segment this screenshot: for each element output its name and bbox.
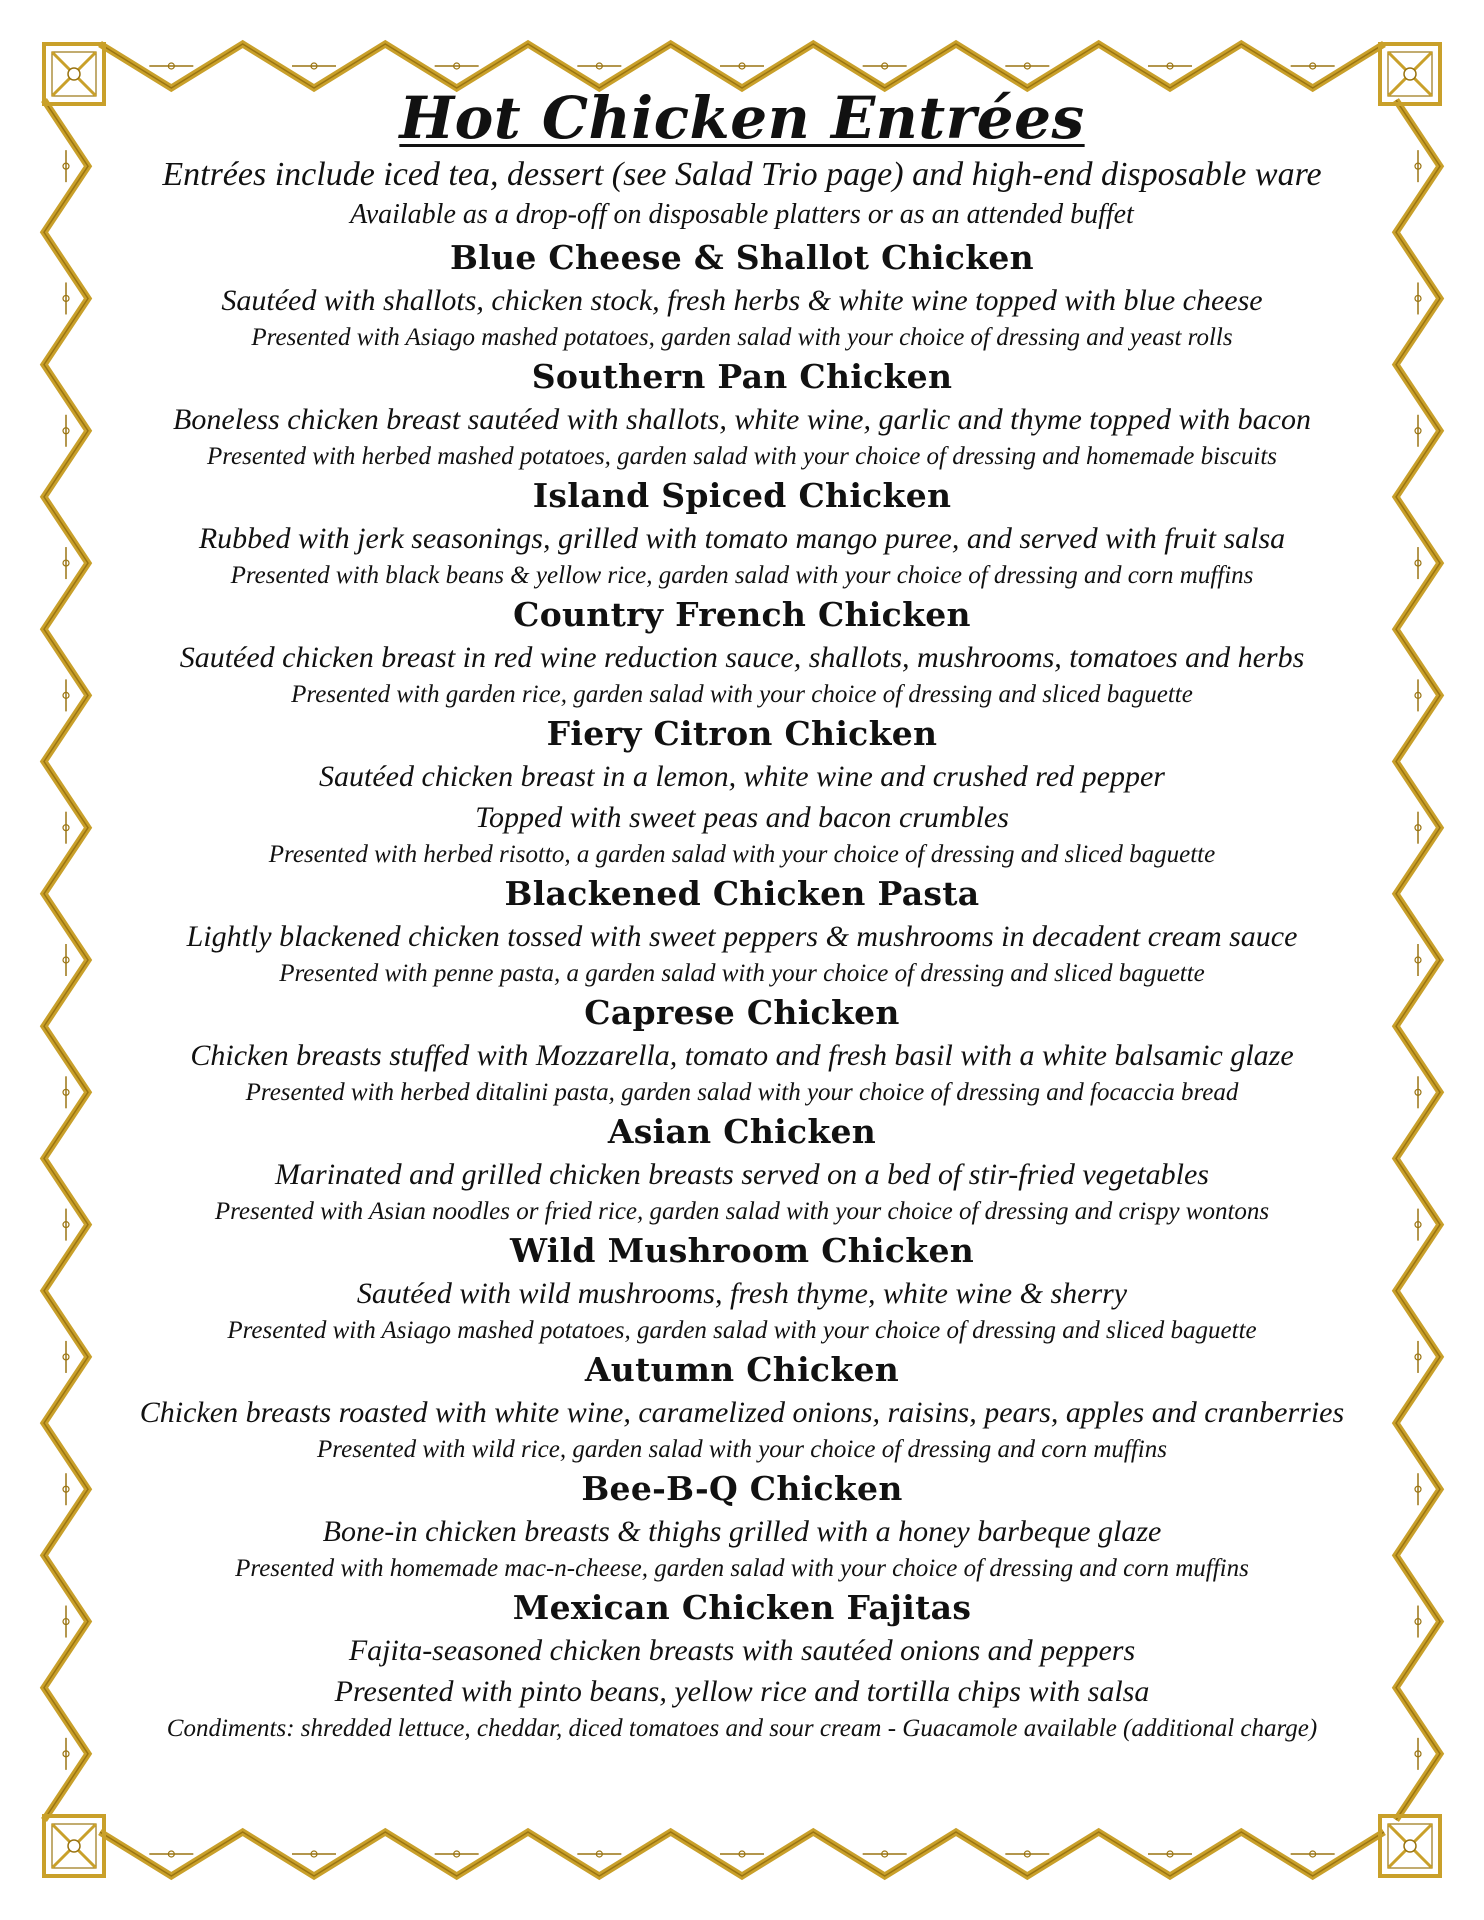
dish-sides: Presented with homemade mac-n-cheese, garden salad with your choice of dressing and corn muffins <box>235 1555 1249 1582</box>
dish-sides: Presented with wild rice, garden salad with your choice of dressing and corn muffins <box>317 1436 1167 1463</box>
dish-name: Caprese Chicken <box>584 993 900 1032</box>
dish-description: Chicken breasts stuffed with Mozzarella, tomato and fresh basil with a white balsamic glaze <box>190 1039 1294 1072</box>
dish-name: Autumn Chicken <box>584 1350 900 1389</box>
dish-description: Lightly blackened chicken tossed with sweet peppers & mushrooms in decadent cream sauce <box>186 920 1298 953</box>
dish-name: Bee-B-Q Chicken <box>581 1469 903 1508</box>
dish-description: Chicken breasts roasted with white wine, caramelized onions, raisins, pears, apples and cranberries <box>139 1396 1345 1429</box>
dish-sides: Condiments: shredded lettuce, cheddar, diced tomatoes and sour cream - Guacamole available (additional charge) <box>166 1715 1318 1742</box>
dish-sides: Presented with herbed mashed potatoes, garden salad with your choice of dressing and homemade biscuits <box>206 443 1277 470</box>
dish-sides: Presented with herbed risotto, a garden salad with your choice of dressing and sliced baguette <box>268 841 1216 868</box>
dish-sides: Presented with black beans & yellow rice, garden salad with your choice of dressing and corn muffins <box>230 562 1254 589</box>
menu-item <box>104 474 1380 593</box>
dish-list <box>104 236 1380 1746</box>
menu-item <box>104 1110 1380 1229</box>
dish-description: Presented with pinto beans, yellow rice and tortilla chips with salsa <box>334 1675 1150 1708</box>
menu-item <box>104 1229 1380 1348</box>
dish-description: Bone-in chicken breasts & thighs grilled with a honey barbeque glaze <box>322 1515 1162 1548</box>
page-title: Hot Chicken Entrées <box>399 84 1085 152</box>
dish-name: Mexican Chicken Fajitas <box>512 1588 972 1627</box>
dish-sides: Presented with Asiago mashed potatoes, garden salad with your choice of dressing and yeast rolls <box>251 324 1233 351</box>
dish-description: Sautéed chicken breast in a lemon, white wine and crushed red pepper <box>319 760 1165 793</box>
dish-sides: Presented with herbed ditalini pasta, garden salad with your choice of dressing and focaccia bread <box>245 1079 1239 1106</box>
border-corner-dot <box>1404 68 1416 80</box>
menu-item <box>104 872 1380 991</box>
dish-name: Island Spiced Chicken <box>532 476 952 515</box>
dish-name: Country French Chicken <box>513 595 971 634</box>
dish-name: Fiery Citron Chicken <box>546 714 938 753</box>
dish-name: Asian Chicken <box>607 1112 877 1151</box>
menu-item <box>104 712 1380 872</box>
dish-description: Sautéed chicken breast in red wine reduction sauce, shallots, mushrooms, tomatoes and herbs <box>179 641 1305 674</box>
menu-item <box>104 1348 1380 1467</box>
menu-item <box>104 991 1380 1110</box>
dish-sides: Presented with Asiago mashed potatoes, garden salad with your choice of dressing and sliced baguette <box>227 1317 1257 1344</box>
dish-name: Blue Cheese & Shallot Chicken <box>450 238 1034 277</box>
border-corner-dot <box>68 1840 80 1852</box>
menu-item <box>104 1586 1380 1746</box>
dish-name: Wild Mushroom Chicken <box>509 1231 975 1270</box>
menu-item <box>104 236 1380 355</box>
intro-line-2: Available as a drop-off on disposable platters or as an attended buffet <box>350 199 1134 230</box>
dish-description: Topped with sweet peas and bacon crumbles <box>475 801 1009 834</box>
intro-line-1: Entrées include iced tea, dessert (see Salad Trio page) and high-end disposable ware <box>162 156 1322 193</box>
dish-description: Fajita-seasoned chicken breasts with sautéed onions and peppers <box>348 1634 1136 1667</box>
menu-item <box>104 593 1380 712</box>
dish-name: Southern Pan Chicken <box>531 357 953 396</box>
menu-content <box>104 82 1380 1842</box>
dish-sides: Presented with Asian noodles or fried rice, garden salad with your choice of dressing and crispy wontons <box>214 1198 1270 1225</box>
border-corner-dot <box>68 68 80 80</box>
dish-description: Sautéed with wild mushrooms, fresh thyme, white wine & sherry <box>356 1277 1128 1310</box>
dish-description: Sautéed with shallots, chicken stock, fresh herbs & white wine topped with blue cheese <box>221 284 1263 317</box>
dish-sides: Presented with penne pasta, a garden salad with your choice of dressing and sliced baguette <box>279 960 1205 987</box>
dish-description: Rubbed with jerk seasonings, grilled with tomato mango puree, and served with fruit salsa <box>198 522 1286 555</box>
dish-description: Boneless chicken breast sautéed with shallots, white wine, garlic and thyme topped with bacon <box>173 403 1311 436</box>
dish-name: Blackened Chicken Pasta <box>504 874 980 913</box>
border-corner-dot <box>1404 1840 1416 1852</box>
dish-description: Marinated and grilled chicken breasts served on a bed of stir-fried vegetables <box>275 1158 1209 1191</box>
menu-item <box>104 355 1380 474</box>
dish-sides: Presented with garden rice, garden salad with your choice of dressing and sliced baguette <box>291 681 1193 708</box>
menu-item <box>104 1467 1380 1586</box>
